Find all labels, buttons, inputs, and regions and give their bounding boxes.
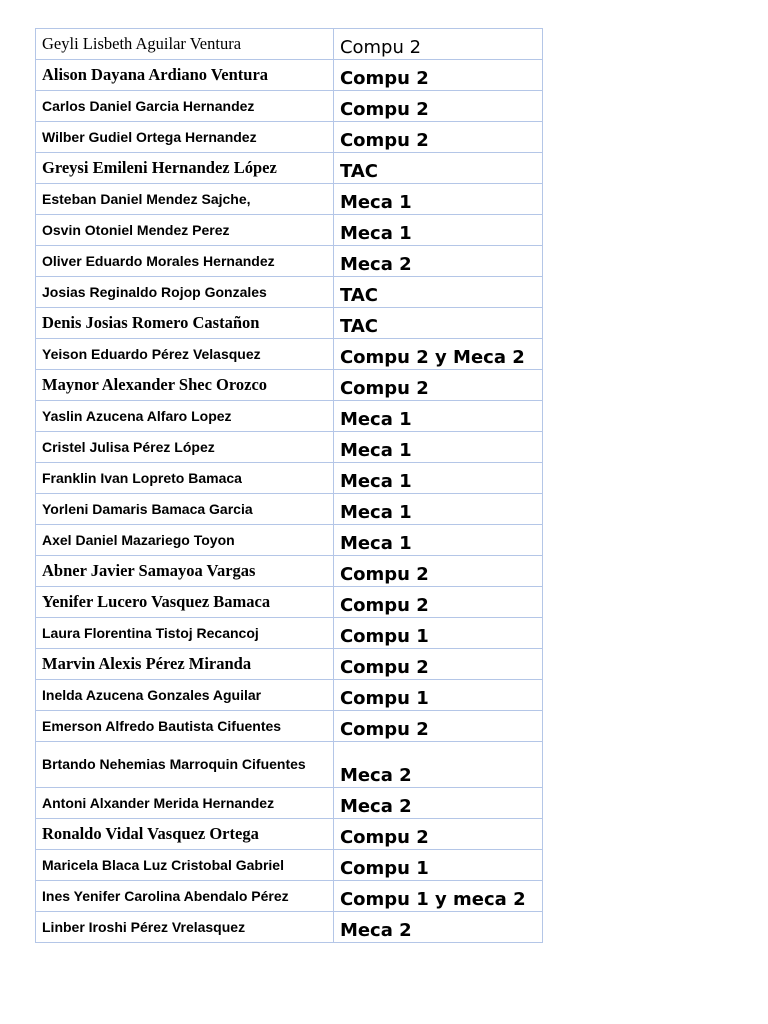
course-cell: Compu 2	[333, 711, 542, 742]
student-name-cell: Carlos Daniel Garcia Hernandez	[36, 91, 334, 122]
student-name-cell: Geyli Lisbeth Aguilar Ventura	[36, 29, 334, 60]
student-name-cell: Franklin Ivan Lopreto Bamaca	[36, 463, 334, 494]
student-name-cell: Axel Daniel Mazariego Toyon	[36, 525, 334, 556]
table-row	[36, 370, 543, 401]
student-name-cell: Yaslin Azucena Alfaro Lopez	[36, 401, 334, 432]
student-name-cell: Yenifer Lucero Vasquez Bamaca	[36, 587, 334, 618]
course-cell: Compu 2	[333, 370, 542, 401]
table-row	[36, 850, 543, 881]
table-row	[36, 277, 543, 308]
table-row	[36, 819, 543, 850]
course-cell: Compu 2	[333, 29, 542, 60]
course-cell: Compu 2	[333, 122, 542, 153]
student-name-cell: Yorleni Damaris Bamaca Garcia	[36, 494, 334, 525]
course-cell: Compu 1	[333, 618, 542, 649]
student-name-cell: Alison Dayana Ardiano Ventura	[36, 60, 334, 91]
table-row	[36, 618, 543, 649]
student-name-cell: Maricela Blaca Luz Cristobal Gabriel	[36, 850, 334, 881]
student-name-cell: Wilber Gudiel Ortega Hernandez	[36, 122, 334, 153]
course-cell: TAC	[333, 308, 542, 339]
student-name-cell: Antoni Alxander Merida Hernandez	[36, 788, 334, 819]
student-name-cell: Ronaldo Vidal Vasquez Ortega	[36, 819, 334, 850]
course-cell: Compu 2	[333, 819, 542, 850]
course-cell: TAC	[333, 153, 542, 184]
course-cell: Compu 1	[333, 680, 542, 711]
table-row	[36, 339, 543, 370]
table-row	[36, 122, 543, 153]
table-row	[36, 742, 543, 788]
course-cell: Meca 1	[333, 432, 542, 463]
table-row	[36, 215, 543, 246]
course-cell: Compu 2	[333, 649, 542, 680]
table-row	[36, 463, 543, 494]
student-name-cell: Osvin Otoniel Mendez Perez	[36, 215, 334, 246]
course-cell: Compu 2	[333, 587, 542, 618]
table-row	[36, 91, 543, 122]
student-name-cell: Linber Iroshi Pérez Vrelasquez	[36, 912, 334, 943]
table-row	[36, 246, 543, 277]
table-row	[36, 494, 543, 525]
student-name-cell: Maynor Alexander Shec Orozco	[36, 370, 334, 401]
student-name-cell: Josias Reginaldo Rojop Gonzales	[36, 277, 334, 308]
table-row	[36, 649, 543, 680]
course-cell: Compu 1 y meca 2	[333, 881, 542, 912]
table-body	[36, 29, 543, 943]
student-name-cell: Esteban Daniel Mendez Sajche,	[36, 184, 334, 215]
course-cell: Meca 2	[333, 246, 542, 277]
student-name-cell: Ines Yenifer Carolina Abendalo Pérez	[36, 881, 334, 912]
table-row	[36, 587, 543, 618]
course-cell: Meca 1	[333, 494, 542, 525]
table-row	[36, 556, 543, 587]
student-course-table	[35, 28, 543, 943]
student-name-cell: Inelda Azucena Gonzales Aguilar	[36, 680, 334, 711]
course-cell: Meca 1	[333, 525, 542, 556]
table-row	[36, 401, 543, 432]
course-cell: Meca 2	[333, 742, 542, 788]
student-name-cell: Yeison Eduardo Pérez Velasquez	[36, 339, 334, 370]
table-row	[36, 881, 543, 912]
table-row	[36, 432, 543, 463]
table-row	[36, 29, 543, 60]
course-cell: Meca 2	[333, 912, 542, 943]
student-name-cell: Laura Florentina Tistoj Recancoj	[36, 618, 334, 649]
table-row	[36, 60, 543, 91]
student-name-cell: Denis Josias Romero Castañon	[36, 308, 334, 339]
course-cell: Compu 2	[333, 91, 542, 122]
student-name-cell: Abner Javier Samayoa Vargas	[36, 556, 334, 587]
student-name-cell: Greysi Emileni Hernandez López	[36, 153, 334, 184]
table-row	[36, 153, 543, 184]
course-cell: Compu 2 y Meca 2	[333, 339, 542, 370]
student-name-cell: Brtando Nehemias Marroquin Cifuentes	[36, 742, 334, 788]
course-cell: Meca 1	[333, 463, 542, 494]
student-name-cell: Cristel Julisa Pérez López	[36, 432, 334, 463]
table-row	[36, 912, 543, 943]
table-row	[36, 680, 543, 711]
course-cell: TAC	[333, 277, 542, 308]
student-name-cell: Emerson Alfredo Bautista Cifuentes	[36, 711, 334, 742]
table-row	[36, 711, 543, 742]
course-cell: Compu 1	[333, 850, 542, 881]
table-row	[36, 788, 543, 819]
table-row	[36, 308, 543, 339]
student-name-cell: Oliver Eduardo Morales Hernandez	[36, 246, 334, 277]
course-cell: Meca 1	[333, 184, 542, 215]
table-row	[36, 525, 543, 556]
course-cell: Meca 1	[333, 401, 542, 432]
course-cell: Meca 2	[333, 788, 542, 819]
table-row	[36, 184, 543, 215]
student-name-cell: Marvin Alexis Pérez Miranda	[36, 649, 334, 680]
course-cell: Meca 1	[333, 215, 542, 246]
course-cell: Compu 2	[333, 60, 542, 91]
course-cell: Compu 2	[333, 556, 542, 587]
